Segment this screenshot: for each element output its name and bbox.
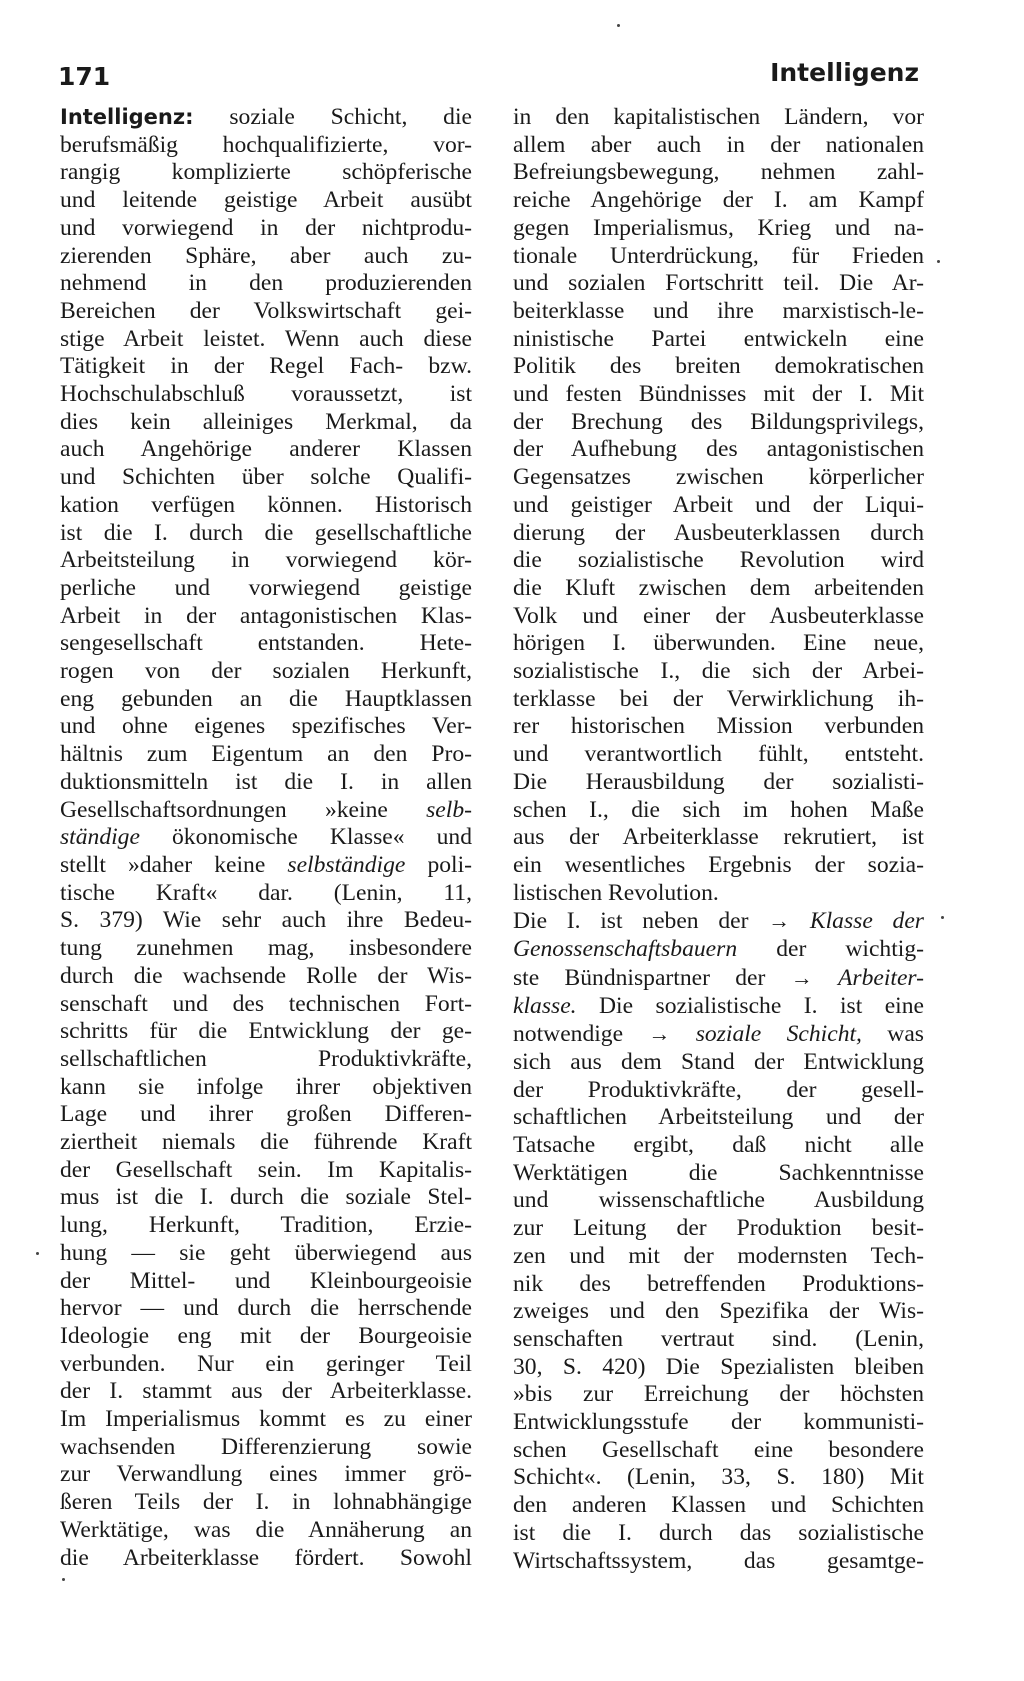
text-line: Bereichen der Volkswirtschaft gei- [60, 297, 472, 324]
text-line: zierenden Sphäre, aber auch zu- [60, 242, 472, 269]
text-line: zweiges und den Spezifika der Wis- [513, 1298, 924, 1325]
text-line: hervor — und durch die herrschende [60, 1295, 472, 1322]
text-line: stige Arbeit leistet. Wenn auch diese [60, 325, 472, 352]
text-line: aus der Arbeiterklasse rekrutiert, ist [513, 824, 924, 851]
cross-reference: soziale Schicht, [695, 1021, 862, 1048]
text-line: Schicht«. (Lenin, 33, S. 180) Mit [513, 1464, 924, 1491]
text-line: kation verfügen können. Historisch [60, 491, 472, 518]
cross-reference-arrow-icon: → [768, 908, 791, 934]
text-line: in den kapitalistischen Ländern, vor [513, 104, 924, 130]
text-line: perliche und vorwiegend geistige [60, 574, 472, 601]
text-line: ein wesentliches Ergebnis der sozia- [513, 851, 924, 878]
text-line: Befreiungsbewegung, nehmen zahl- [513, 159, 924, 186]
text-line: und festen Bündnisses mit der I. Mit [513, 381, 924, 408]
text-line: Im Imperialismus kommt es zu einer [60, 1406, 472, 1433]
text-line: stellt »daher keine selbständige poli- [60, 851, 472, 878]
text-line: durch die wachsende Rolle der Wis- [60, 962, 472, 989]
text-line: Gegensatzes zwischen körperlicher [513, 464, 924, 491]
right-column [513, 104, 924, 1575]
text-line: schritts für die Entwicklung der ge- [60, 1018, 472, 1045]
text-line: Die I. ist neben der → Klasse der [513, 908, 924, 935]
cross-reference: Klasse der [809, 908, 924, 935]
text-line: zen und mit der modernsten Tech- [513, 1242, 924, 1269]
text-line: und geistiger Arbeit und der Liqui- [513, 491, 924, 518]
text-line: Volk und einer der Ausbeuterklasse [513, 602, 924, 629]
entry-term: Intelligenz: [60, 105, 194, 129]
text-line: schen I., die sich im hohen Maße [513, 796, 924, 823]
text-line: Hochschulabschluß voraussetzt, ist [60, 381, 472, 408]
text-line: rangig komplizierte schöpferische [60, 159, 472, 186]
text-line: und wissenschaftliche Ausbildung [513, 1187, 924, 1214]
text-line: ziertheit niemals die führende Kraft [60, 1129, 472, 1156]
text-line: berufsmäßig hochqualifizierte, vor- [60, 131, 472, 158]
text-line: Arbeitsteilung in vorwiegend kör- [60, 547, 472, 574]
text-line: und vorwiegend in der nichtprodu- [60, 214, 472, 241]
text-line: Entwicklungsstufe der kommunisti- [513, 1409, 924, 1436]
text-line: duktionsmitteln ist die I. in allen [60, 768, 472, 795]
text-line: nehmend in den produzierenden [60, 270, 472, 297]
scan-speck [941, 916, 944, 919]
text-line: die sozialistische Revolution wird [513, 547, 924, 574]
text-line: der Gesellschaft sein. Im Kapitalis- [60, 1156, 472, 1183]
text-line: Werktätigen die Sachkenntnisse [513, 1159, 924, 1186]
text-line: Ideologie eng mit der Bourgeoisie [60, 1322, 472, 1349]
text-line: der Produktivkräfte, der gesell- [513, 1076, 924, 1103]
text-line: tung zunehmen mag, insbesondere [60, 935, 472, 962]
cross-reference-arrow-icon: → [648, 1021, 671, 1047]
text-line: senschaften vertraut sind. (Lenin, [513, 1325, 924, 1352]
text-line: sengesellschaft entstanden. Hete- [60, 630, 472, 657]
text-line: auch Angehörige anderer Klassen [60, 436, 472, 463]
text-line: Arbeit in der antagonistischen Klas- [60, 602, 472, 629]
text-line: sich aus dem Stand der Entwicklung [513, 1048, 924, 1075]
text-line: ßeren Teils der I. in lohnabhängige [60, 1489, 472, 1516]
text-line: »bis zur Erreichung der höchsten [513, 1381, 924, 1408]
text-line: Die Herausbildung der sozialisti- [513, 768, 924, 795]
text-line: dierung der Ausbeuterklassen durch [513, 519, 924, 546]
running-head: Intelligenz [770, 58, 919, 87]
text-line: Lage und ihrer großen Differen- [60, 1101, 472, 1128]
text-line: der Brechung des Bildungsprivilegs, [513, 408, 924, 435]
scan-speck [937, 260, 940, 263]
text-line: rogen von der sozialen Herkunft, [60, 658, 472, 685]
text-line: zur Leitung der Produktion besit- [513, 1215, 924, 1242]
text-line: Gesellschaftsordnungen »keine selb- [60, 796, 472, 823]
text-line: klasse. Die sozialistische I. ist eine [513, 992, 924, 1019]
text-line: zur Verwandlung eines immer grö- [60, 1461, 472, 1488]
left-column [60, 104, 472, 1572]
scan-speck [617, 24, 620, 27]
text-line: ist die I. durch das sozialistische [513, 1519, 924, 1546]
text-line: terklasse bei der Verwirklichung ih- [513, 685, 924, 712]
text-line: reiche Angehörige der I. am Kampf [513, 187, 924, 214]
text-line: Politik des breiten demokratischen [513, 353, 924, 380]
text-line: tionale Unterdrückung, für Frieden [513, 242, 924, 269]
text-line: Wirtschaftssystem, das gesamtge- [513, 1547, 924, 1574]
text-line: Intelligenz: soziale Schicht, die [60, 104, 473, 130]
text-line: Werktätige, was die Annäherung an [60, 1516, 472, 1543]
cross-reference: klasse. [513, 992, 577, 1019]
text-line: der I. stammt aus der Arbeiterklasse. [60, 1378, 472, 1405]
text-line: und sozialen Fortschritt teil. Die Ar- [513, 270, 924, 297]
text-line: ste Bündnispartner der → Arbeiter- [513, 964, 924, 991]
text-line: kann sie infolge ihrer objektiven [60, 1073, 472, 1100]
text-line: der Aufhebung des antagonistischen [513, 436, 924, 463]
text-line: verbunden. Nur ein geringer Teil [60, 1350, 472, 1377]
text-line: notwendige → soziale Schicht, was [513, 1021, 924, 1048]
text-line: tische Kraft« dar. (Lenin, 11, [60, 879, 472, 906]
text-line: die Arbeiterklasse fördert. Sowohl [60, 1544, 472, 1571]
text-line: schaftlichen Arbeitsteilung und der [513, 1104, 924, 1131]
page-number: 171 [58, 62, 111, 91]
text-line: hältnis zum Eigentum an den Pro- [60, 741, 472, 768]
text-line: ist die I. durch die gesellschaftliche [60, 519, 472, 546]
text-line: den anderen Klassen und Schichten [513, 1492, 924, 1519]
text-line: ninistische Partei entwickeln eine [513, 325, 924, 352]
text-line: und verantwortlich fühlt, entsteht. [513, 741, 924, 768]
text-line: und ohne eigenes spezifisches Ver- [60, 713, 472, 740]
text-line: dies kein alleiniges Merkmal, da [60, 408, 472, 435]
text-line: lung, Herkunft, Tradition, Erzie- [60, 1212, 472, 1239]
text-line: schen Gesellschaft eine besondere [513, 1436, 924, 1463]
cross-reference: Genossenschaftsbauern [513, 936, 738, 963]
text-line: und Schichten über solche Qualifi- [60, 464, 472, 491]
text-line: gegen Imperialismus, Krieg und na- [513, 214, 924, 241]
text-line: 30, S. 420) Die Spezialisten bleiben [513, 1353, 924, 1380]
text-line: Tatsache ergibt, daß nicht alle [513, 1132, 924, 1159]
text-line: eng gebunden an die Hauptklassen [60, 685, 472, 712]
text-line: der Mittel- und Kleinbourgeoisie [60, 1267, 472, 1294]
text-line: beiterklasse und ihre marxistisch-le- [513, 297, 924, 324]
text-line: nik des betreffenden Produktions- [513, 1270, 924, 1297]
text-line: sellschaftlichen Produktivkräfte, [60, 1045, 472, 1072]
text-line: allem aber auch in der nationalen [513, 131, 924, 158]
page-header [58, 52, 919, 92]
text-line: listischen Revolution. [513, 879, 719, 906]
text-line: hung — sie geht überwiegend aus [60, 1239, 472, 1266]
text-line: die Kluft zwischen dem arbeitenden [513, 574, 924, 601]
scan-speck [36, 1252, 39, 1255]
text-line: senschaft und des technischen Fort- [60, 990, 472, 1017]
text-line: hörigen I. überwunden. Eine neue, [513, 630, 924, 657]
text-line: wachsenden Differenzierung sowie [60, 1433, 472, 1460]
cross-reference-arrow-icon: → [790, 964, 813, 990]
text-line: mus ist die I. durch die soziale Stel- [60, 1184, 472, 1211]
text-line: S. 379) Wie sehr auch ihre Bedeu- [60, 907, 472, 934]
cross-reference: Arbeiter- [837, 964, 924, 991]
text-line: ständige ökonomische Klasse« und [60, 824, 472, 851]
text-line: und leitende geistige Arbeit ausübt [60, 187, 472, 214]
text-line: rer historischen Mission verbunden [513, 713, 924, 740]
text-line: Tätigkeit in der Regel Fach- bzw. [60, 353, 472, 380]
text-line: sozialistische I., die sich der Arbei- [513, 658, 924, 685]
text-line: Genossenschaftsbauern der wichtig- [513, 936, 924, 963]
scan-speck [62, 1578, 65, 1581]
